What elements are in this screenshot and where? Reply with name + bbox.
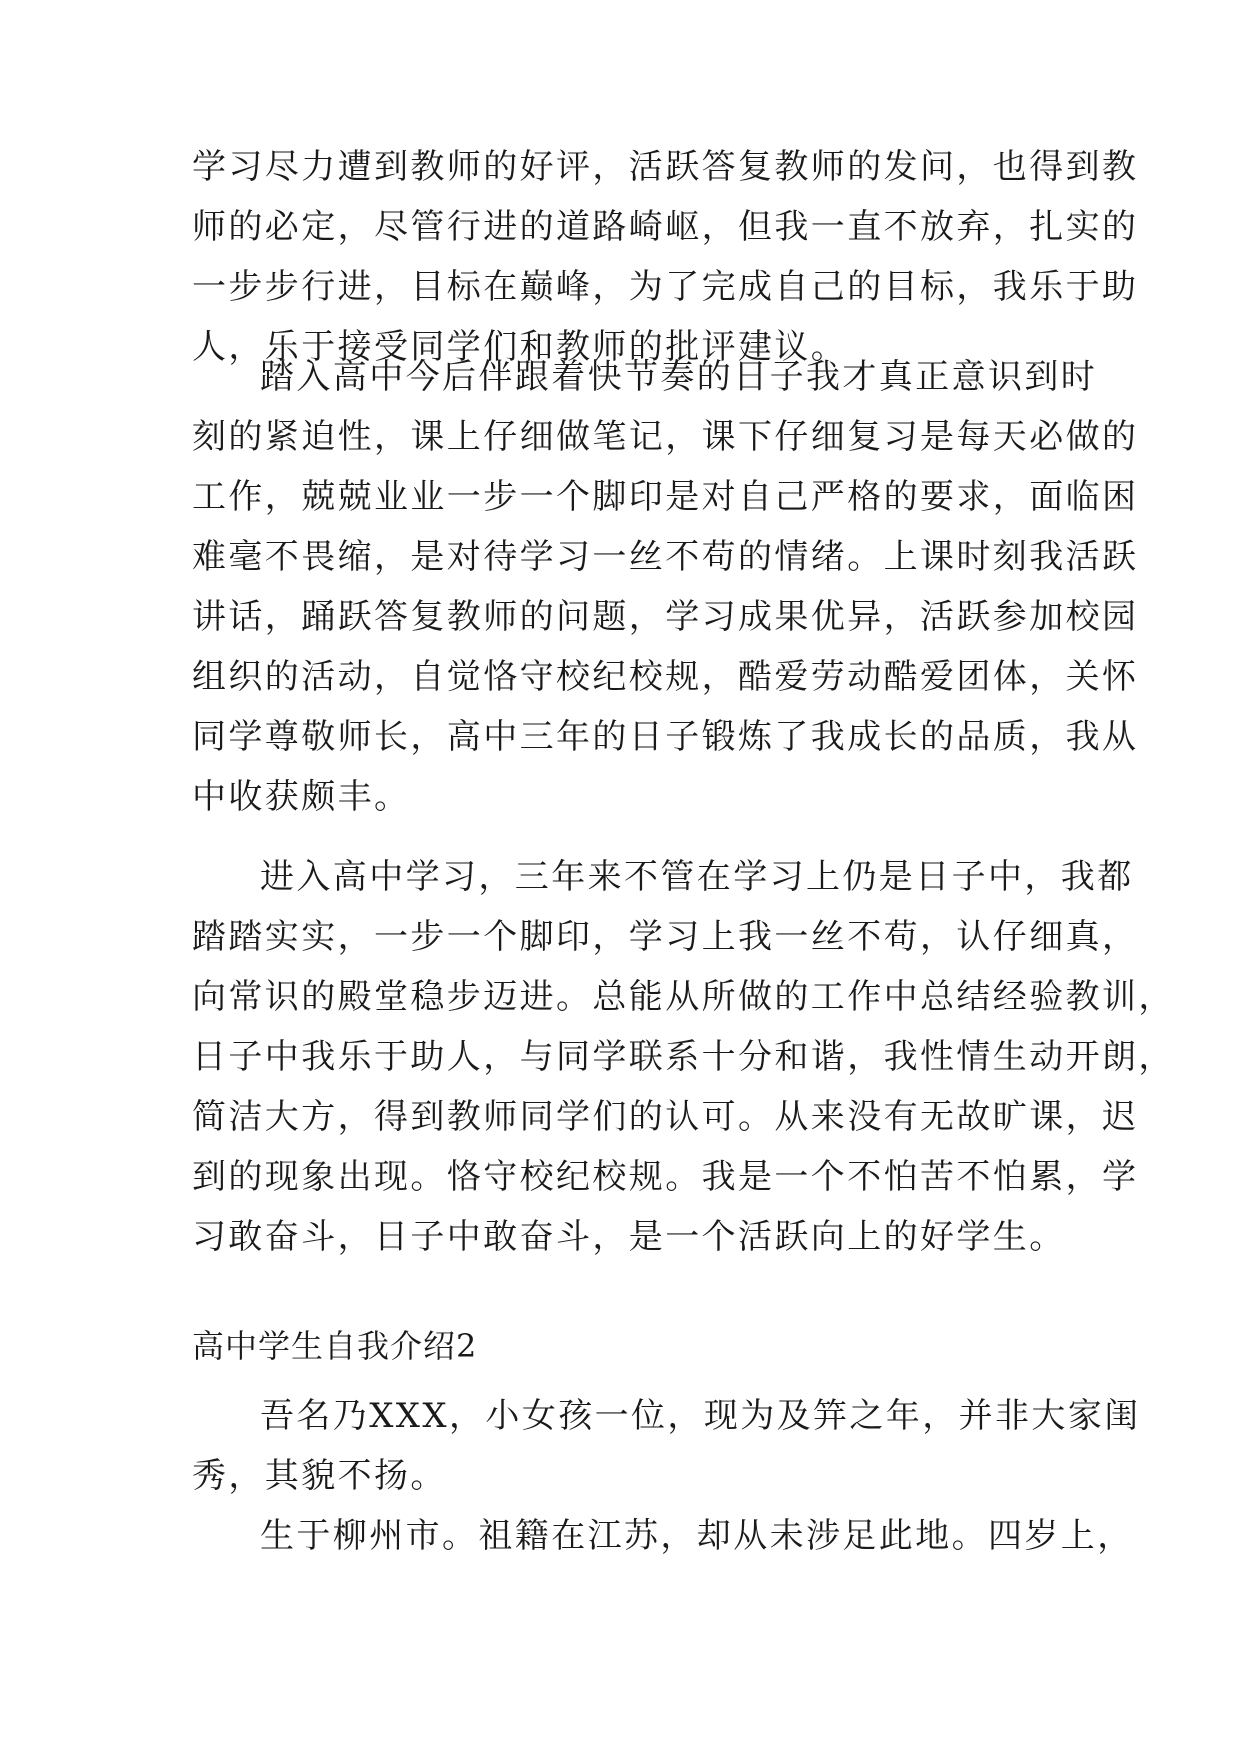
paragraph-line: 学习尽力遭到教师的好评，活跃答复教师的发问，也得到教 — [192, 147, 1139, 187]
paragraph-line: 简洁大方，得到教师同学们的认可。从来没有无故旷课，迟 — [192, 1097, 1139, 1137]
paragraph-line: 踏入高中今后伴跟着快节奏的日子我才真正意识到时 — [260, 357, 1098, 397]
paragraph-5 — [192, 1506, 1134, 1566]
paragraph-line: 吾名乃XXX，小女孩一位，现为及笄之年，并非大家闺 — [260, 1396, 1141, 1436]
paragraph-line: 一步步行进，目标在巅峰，为了完成自己的目标，我乐于助 — [192, 267, 1139, 307]
section-heading: 高中学生自我介绍2 — [192, 1327, 478, 1365]
paragraph-line: 进入高中学习，三年来不管在学习上仍是日子中，我都 — [260, 857, 1134, 897]
paragraph-line: 中收获颇丰。 — [192, 777, 411, 817]
paragraph-line: 难毫不畏缩，是对待学习一丝不苟的情绪。上课时刻我活跃 — [192, 537, 1139, 577]
paragraph-line: 讲话，踊跃答复教师的问题，学习成果优异，活跃参加校园 — [192, 597, 1139, 637]
paragraph-2 — [192, 347, 1139, 827]
paragraph-line: 组织的活动，自觉恪守校纪校规，酷爱劳动酷爱团体，关怀 — [192, 657, 1139, 697]
paragraph-line: 同学尊敬师长，高中三年的日子锻炼了我成长的品质，我从 — [192, 717, 1139, 757]
paragraph-line: 人，乐于接受同学们和教师的批评建议。 — [192, 327, 848, 367]
paragraph-3 — [192, 847, 1175, 1267]
paragraph-line: 到的现象出现。恪守校纪校规。我是一个不怕苦不怕累，学 — [192, 1157, 1139, 1197]
paragraph-line: 刻的紧迫性，课上仔细做笔记，课下仔细复习是每天必做的 — [192, 417, 1139, 457]
paragraph-line: 师的必定，尽管行进的道路崎岖，但我一直不放弃，扎实的 — [192, 207, 1139, 247]
paragraph-4 — [192, 1386, 1141, 1506]
paragraph-line: 向常识的殿堂稳步迈进。总能从所做的工作中总结经验教训， — [192, 977, 1175, 1017]
paragraph-line: 踏踏实实，一步一个脚印，学习上我一丝不苟，认仔细真， — [192, 917, 1139, 957]
paragraph-line: 工作，兢兢业业一步一个脚印是对自己严格的要求，面临困 — [192, 477, 1139, 517]
paragraph-line: 习敢奋斗，日子中敢奋斗，是一个活跃向上的好学生。 — [192, 1217, 1066, 1257]
paragraph-line: 秀，其貌不扬。 — [192, 1456, 447, 1496]
paragraph-line: 日子中我乐于助人，与同学联系十分和谐，我性情生动开朗， — [192, 1037, 1175, 1077]
paragraph-line: 生于柳州市。祖籍在江苏，却从未涉足此地。四岁上， — [260, 1516, 1134, 1556]
